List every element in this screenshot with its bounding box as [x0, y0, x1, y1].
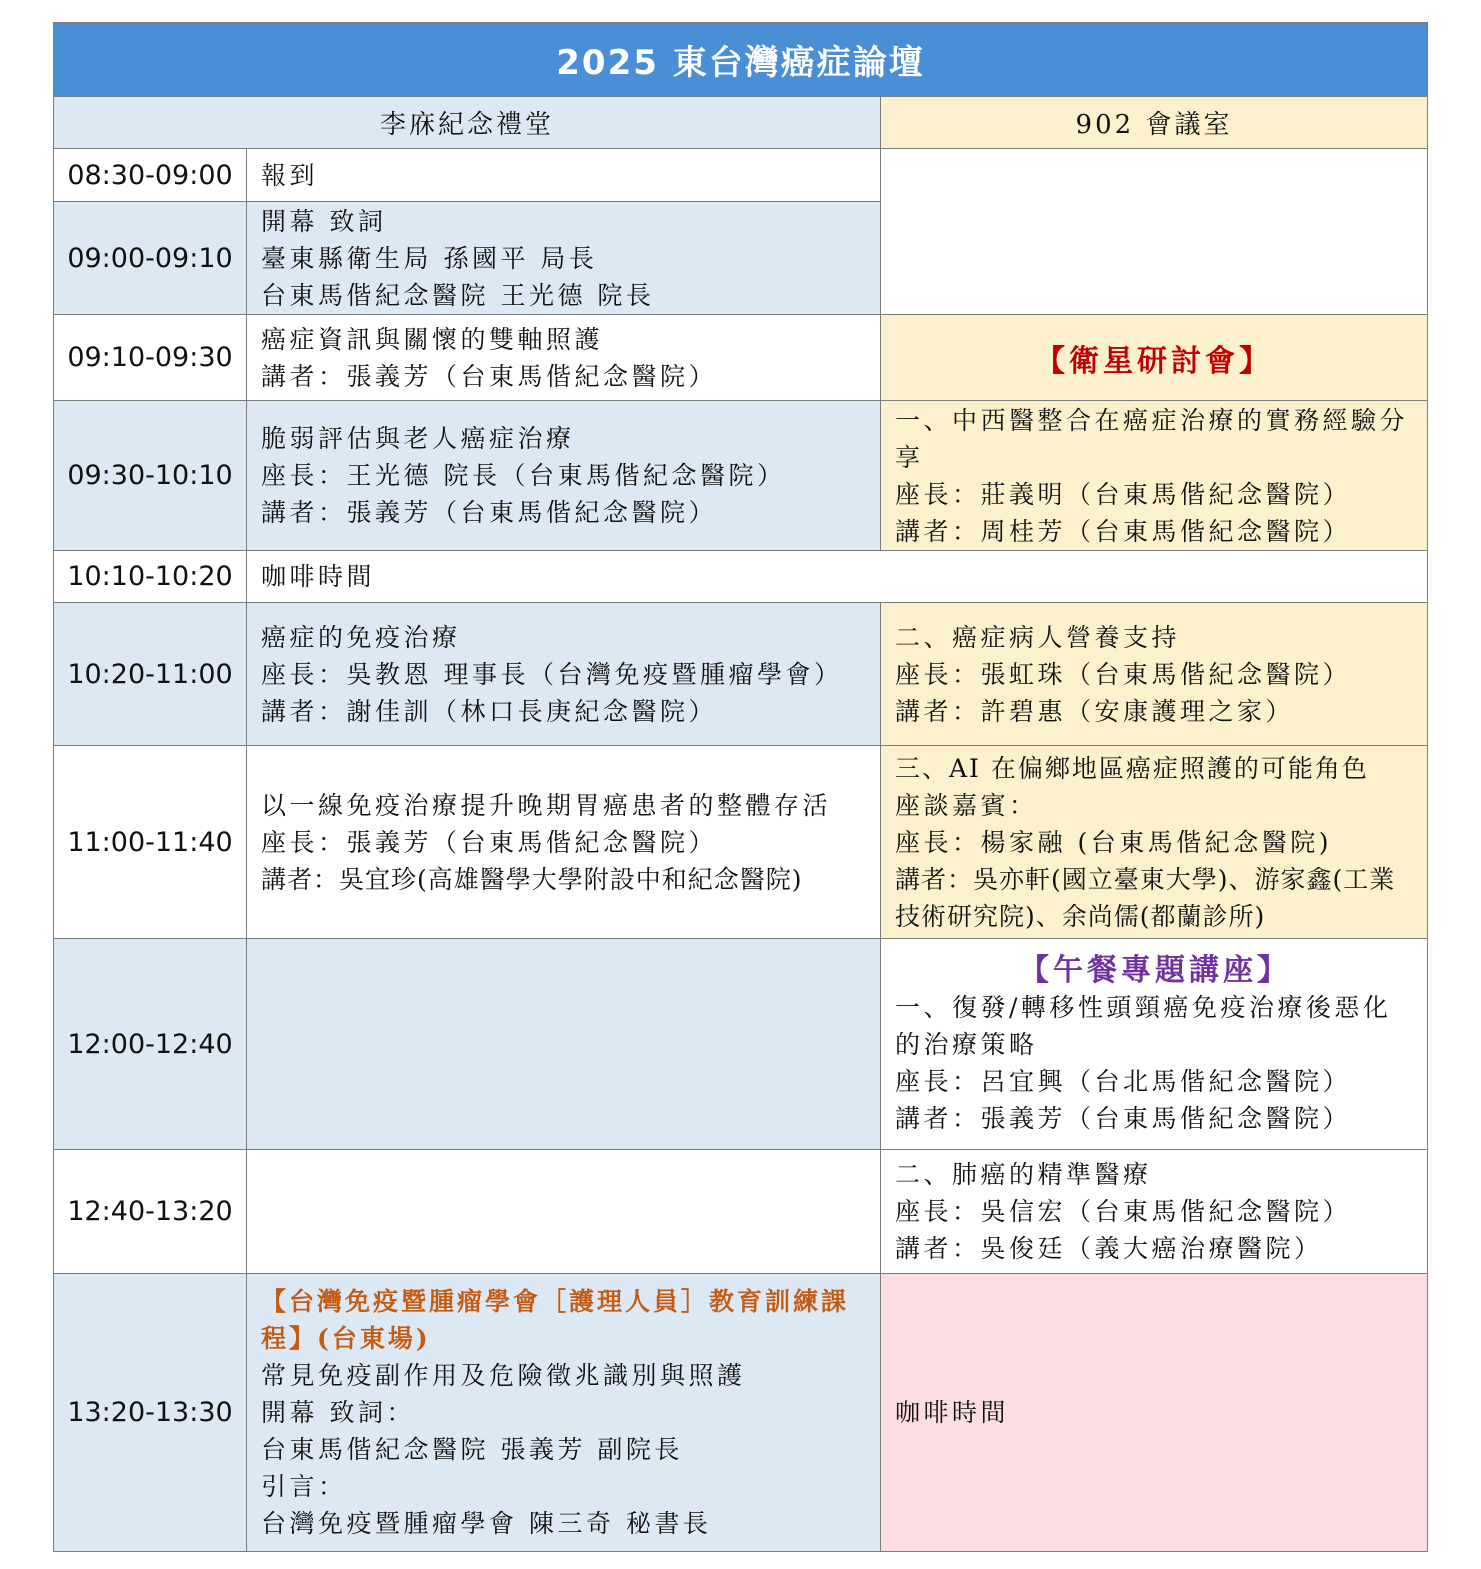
session-line: 引言：	[261, 1472, 347, 1501]
time-slot: 13:20-13:30	[54, 1274, 247, 1552]
schedule-table	[53, 22, 1428, 1552]
session-line: 講者：周桂芳（台東馬偕紀念醫院）	[895, 516, 1352, 546]
session-line: 講者：吳俊廷（義大癌治療醫院）	[895, 1234, 1323, 1263]
session-line: 座長：楊家融 (台東馬偕紀念醫院)	[895, 827, 1332, 857]
session-line: 座談嘉賓：	[895, 790, 1038, 820]
session-left-empty	[247, 939, 881, 1150]
session-line: 講者：謝佳訓（林口長庚紀念醫院）	[261, 696, 718, 726]
session-line: 座長：吳信宏（台東馬偕紀念醫院）	[895, 1197, 1352, 1226]
time-slot: 09:30-10:10	[54, 401, 247, 551]
session-line: 講者：吳宜珍(高雄醫學大學附設中和紀念醫院)	[261, 864, 803, 894]
session-line: 座長：莊義明（台東馬偕紀念醫院）	[895, 479, 1352, 509]
session-line: 二、肺癌的精準醫療	[895, 1160, 1152, 1189]
session-line: 台東馬偕紀念醫院 王光德 院長	[261, 280, 655, 310]
session-line: 一、復發/轉移性頭頸癌免疫治療後惡化的治療策略	[895, 992, 1392, 1059]
session-left	[247, 149, 881, 202]
session-right	[881, 603, 1428, 746]
session-line: 癌症資訊與關懷的雙軸照護	[261, 324, 604, 354]
session-left	[247, 202, 881, 315]
session-line: 講者：張義芳（台東馬偕紀念醫院）	[261, 361, 718, 391]
session-line: 開幕 致詞	[261, 206, 387, 236]
time-slot: 10:10-10:20	[54, 551, 247, 603]
session-line: 座長：張虹珠（台東馬偕紀念醫院）	[895, 659, 1352, 689]
session-line: 講者：張義芳（台東馬偕紀念醫院）	[261, 498, 718, 527]
session-left-empty	[247, 1150, 881, 1274]
session-line: 二、癌症病人營養支持	[895, 622, 1181, 652]
session-right-empty	[881, 149, 1428, 315]
session-left	[247, 603, 881, 746]
session-line: 三、AI 在偏鄉地區癌症照護的可能角色	[895, 753, 1369, 783]
session-line: 台東馬偕紀念醫院 張義芳 副院長	[261, 1435, 683, 1464]
time-slot: 12:40-13:20	[54, 1150, 247, 1274]
session-line: 座長：呂宜興（台北馬偕紀念醫院）	[895, 1066, 1352, 1096]
time-slot: 08:30-09:00	[54, 149, 247, 202]
session-line: 咖啡時間	[895, 1398, 1010, 1427]
session-line: 報到	[261, 160, 319, 190]
time-slot: 09:00-09:10	[54, 202, 247, 315]
session-line: 座長：吳教恩 理事長（台灣免疫暨腫瘤學會）	[261, 659, 843, 689]
time-slot: 10:20-11:00	[54, 603, 247, 746]
venue-header-right: 902 會議室	[881, 97, 1428, 149]
satellite-symposium-title: 【衛星研討會】	[881, 315, 1428, 401]
session-line: 癌症的免疫治療	[261, 622, 461, 652]
session-line: 座長：王光德 院長（台東馬偕紀念醫院）	[261, 461, 786, 490]
nursing-course-title: 【台灣免疫暨腫瘤學會［護理人員］教育訓練課程】(台東場)	[261, 1287, 850, 1353]
session-line: 脆弱評估與老人癌症治療	[261, 424, 575, 453]
session-right	[881, 1274, 1428, 1552]
time-slot: 12:00-12:40	[54, 939, 247, 1150]
session-line: 常見免疫副作用及危險徵兆識別與照護	[261, 1361, 746, 1390]
coffee-break	[247, 551, 1428, 603]
session-line: 咖啡時間	[261, 562, 376, 591]
page-title: 2025 東台灣癌症論壇	[54, 23, 1428, 97]
session-left	[247, 1274, 881, 1552]
session-line: 講者：許碧惠（安康護理之家）	[895, 696, 1295, 726]
session-line: 座長：張義芳（台東馬偕紀念醫院）	[261, 827, 718, 857]
session-line: 開幕 致詞：	[261, 1398, 415, 1427]
session-line: 臺東縣衛生局 孫國平 局長	[261, 243, 598, 273]
session-left	[247, 746, 881, 939]
lunch-lecture-title: 【午餐專題講座】	[1019, 952, 1291, 988]
session-line: 講者：吳亦軒(國立臺東大學)、游家鑫(工業技術研究院)、余尚儒(都蘭診所)	[895, 864, 1396, 931]
session-left	[247, 401, 881, 551]
session-right	[881, 401, 1428, 551]
time-slot: 09:10-09:30	[54, 315, 247, 401]
session-right	[881, 939, 1428, 1150]
venue-header-left: 李庥紀念禮堂	[54, 97, 881, 149]
session-right	[881, 746, 1428, 939]
session-line: 以一線免疫治療提升晚期胃癌患者的整體存活	[261, 790, 832, 820]
session-line: 講者：張義芳（台東馬偕紀念醫院）	[895, 1103, 1352, 1133]
session-left	[247, 315, 881, 401]
session-right	[881, 1150, 1428, 1274]
session-line: 一、中西醫整合在癌症治療的實務經驗分享	[895, 405, 1409, 472]
time-slot: 11:00-11:40	[54, 746, 247, 939]
session-line: 台灣免疫暨腫瘤學會 陳三奇 秘書長	[261, 1509, 712, 1538]
